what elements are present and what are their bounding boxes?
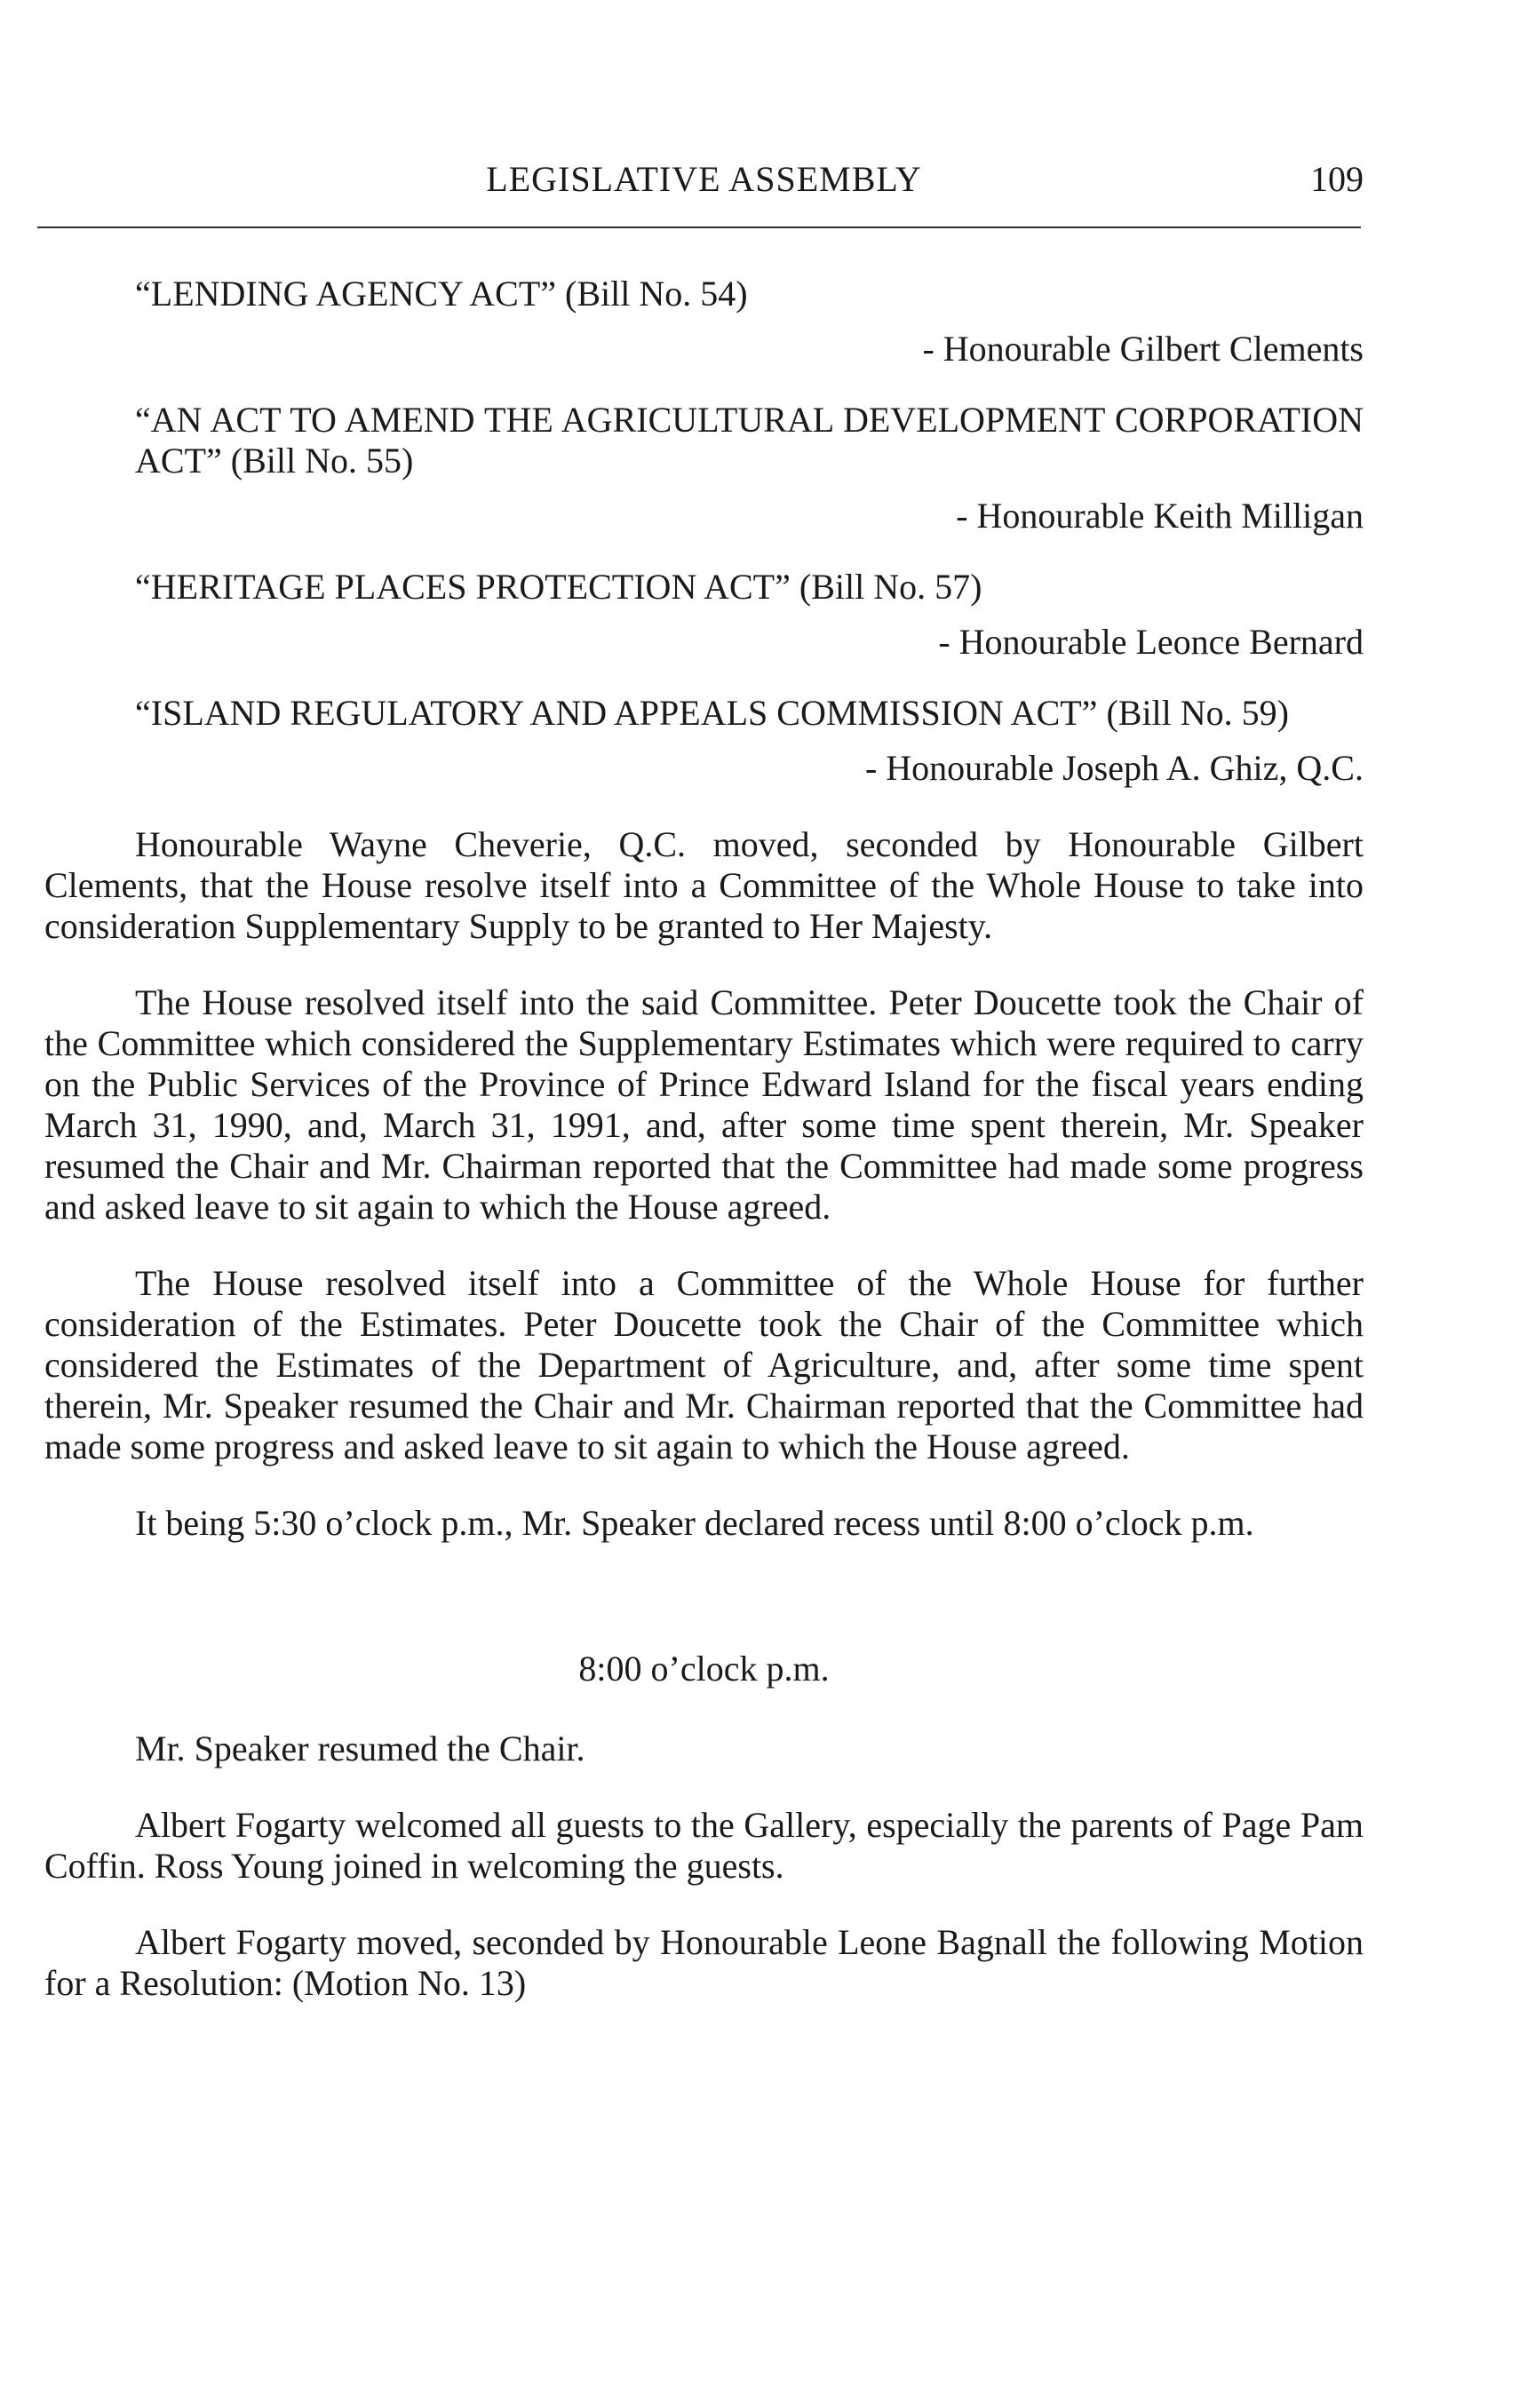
time-heading: 8:00 o’clock p.m. [578, 1649, 830, 1689]
bill-title: “HERITAGE PLACES PROTECTION ACT” (Bill No. 57) [135, 567, 982, 607]
running-header [44, 158, 1364, 203]
paragraph: Honourable Wayne Cheverie, Q.C. moved, seconded by Honourable Gilbert Clements, that the House resolve itself into a Committee of the Whole House to take into consideration Supplementary Supply to be granted to Her Majesty. [44, 824, 1364, 946]
bill-title: “LENDING AGENCY ACT” (Bill No. 54) [135, 274, 748, 314]
bill-entry [44, 400, 1364, 536]
running-title: LEGISLATIVE ASSEMBLY [486, 159, 922, 199]
paragraph: Albert Fogarty welcomed all guests to the Gallery, especially the parents of Page Pam Coffin. Ross Young joined in welcoming the guests. [44, 1805, 1364, 1886]
bill-entry [44, 693, 1364, 789]
bill-sponsor: - Honourable Leonce Bernard [938, 622, 1364, 662]
paragraph: The House resolved itself into the said Committee. Peter Doucette took the Chair of the Committee which considered the Supplementary Estimates which were required to carry on the Public Services of the Province of Prince Edward Island for the fiscal years ending March 31, 1990, and, March 31, 1991, and, after some time spent therein, Mr. Speaker resumed the Chair and Mr. Chairman reported that the Committee had made some progress and asked leave to sit again to which the House agreed. [44, 982, 1364, 1227]
paragraph: Albert Fogarty moved, seconded by Honourable Leone Bagnall the following Motion for a Resolution: (Motion No. 13) [44, 1922, 1364, 2003]
body-text [44, 274, 1364, 2039]
bill-entry [44, 567, 1364, 663]
bill-title: “AN ACT TO AMEND THE AGRICULTURAL DEVELOPMENT CORPORATION ACT” (Bill No. 55) [135, 400, 1364, 481]
bill-sponsor: - Honourable Keith Milligan [956, 496, 1364, 536]
header-rule [37, 226, 1361, 228]
bill-title: “ISLAND REGULATORY AND APPEALS COMMISSION ACT” (Bill No. 59) [135, 693, 1289, 733]
paragraph: It being 5:30 o’clock p.m., Mr. Speaker declared recess until 8:00 o’clock p.m. [135, 1503, 1254, 1543]
bill-sponsor: - Honourable Gilbert Clements [922, 329, 1364, 369]
page-number: 109 [1310, 159, 1364, 199]
bill-entry [44, 274, 1364, 370]
paragraph: The House resolved itself into a Committee of the Whole House for further consideration of the Estimates. Peter Doucette took the Chair of the Committee which considered the Estimates of the Department of Agriculture, and, after some time spent therein, Mr. Speaker resumed the Chair and Mr. Chairman reported that the Committee had made some progress and asked leave to sit again to which the House agreed. [44, 1263, 1364, 1466]
paragraph: Mr. Speaker resumed the Chair. [135, 1729, 585, 1768]
bill-sponsor: - Honourable Joseph A. Ghiz, Q.C. [864, 748, 1364, 788]
